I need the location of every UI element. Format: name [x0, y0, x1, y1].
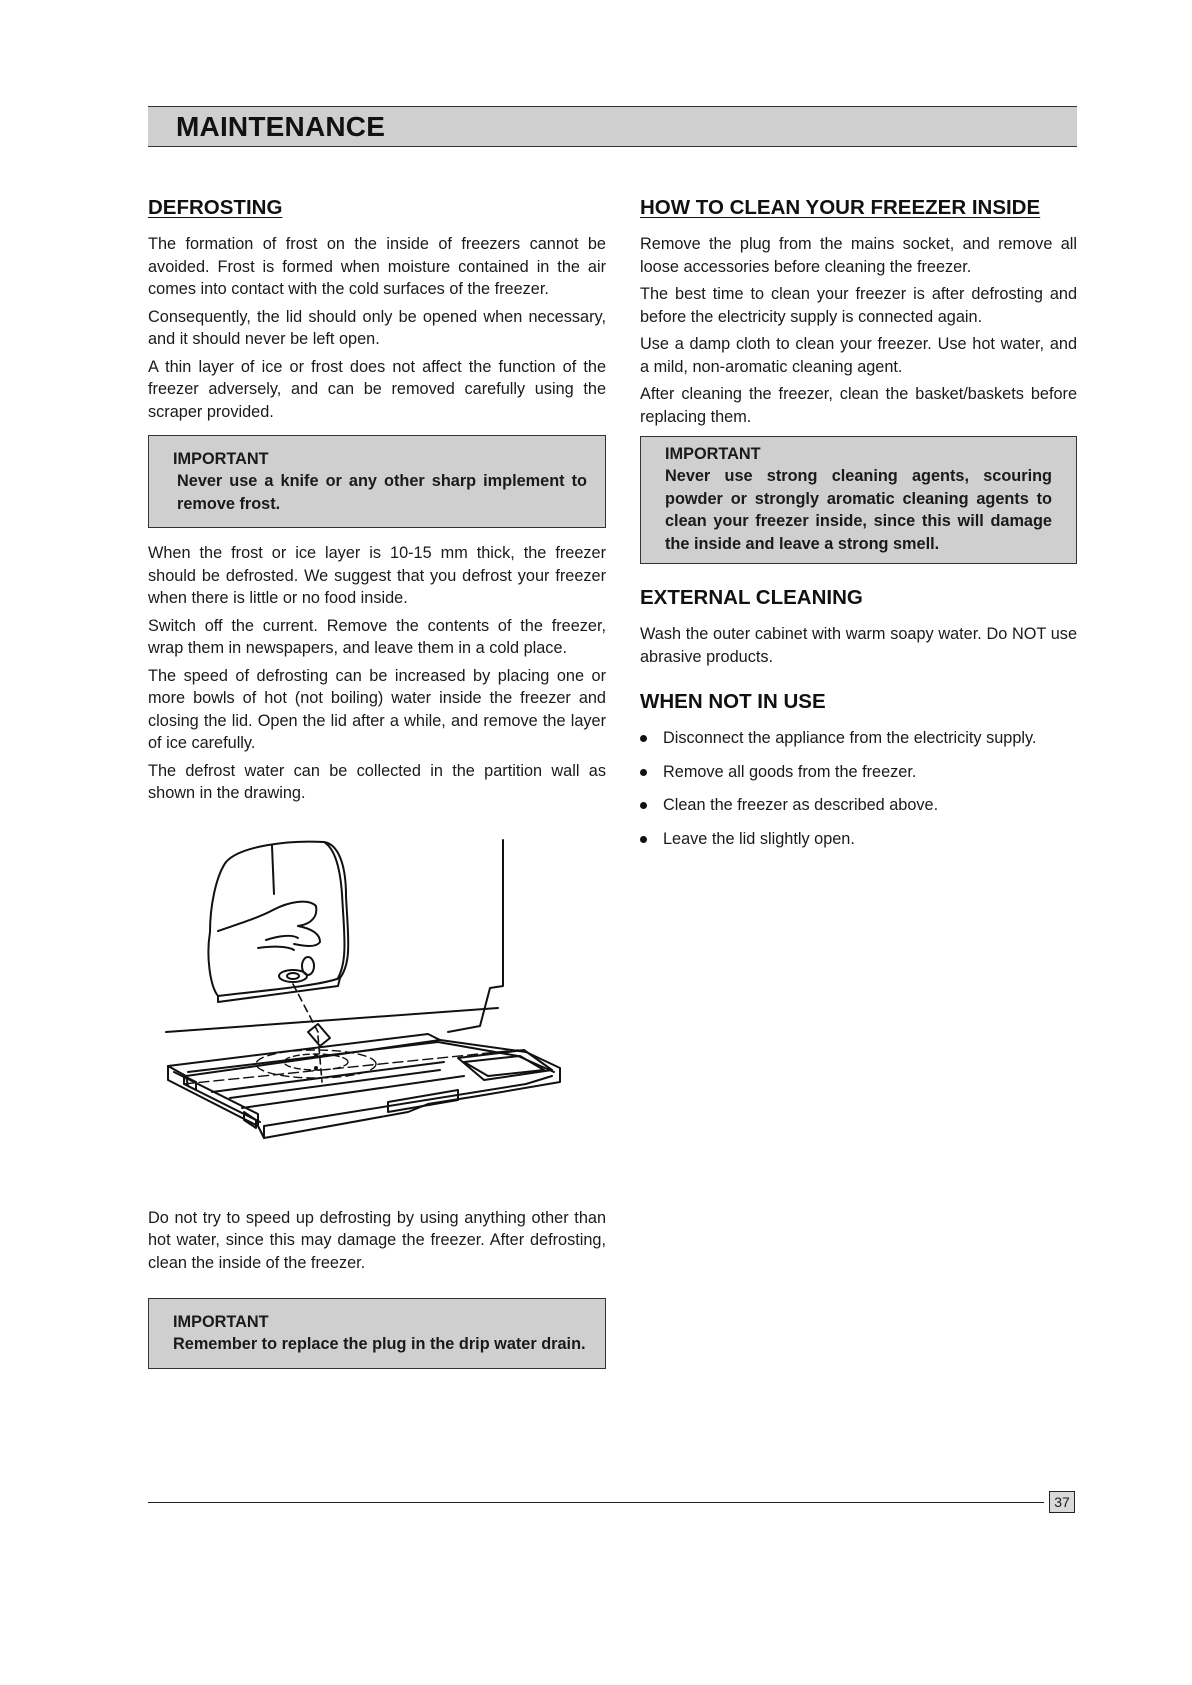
right-column — [640, 196, 1077, 861]
important-label: IMPORTANT — [665, 445, 761, 463]
defrosting-paragraph-5: Switch off the current. Remove the contents of the freezer, wrap them in newspapers, and leave them in a cold place. — [148, 616, 606, 657]
page-number: 37 — [1049, 1491, 1075, 1513]
defrosting-paragraph-7: The defrost water can be collected in the partition wall as shown in the drawing. — [148, 761, 606, 802]
external-cleaning-heading: EXTERNAL CLEANING — [640, 586, 863, 609]
bullet-icon — [640, 802, 647, 809]
defrosting-paragraph-6: The speed of defrosting can be increased by placing one or more bowls of hot (not boiling) water inside the freezer and closing the lid. Open the lid after a while, and remove the layer of ice carefully. — [148, 666, 606, 752]
bullet-icon — [640, 735, 647, 742]
list-item: Leave the lid slightly open. — [640, 828, 1077, 850]
cleaning-heading: HOW TO CLEAN YOUR FREEZER INSIDE — [640, 196, 1041, 219]
defrosting-paragraph-2: Consequently, the lid should only be opened when necessary, and it should never be left open. — [148, 307, 606, 348]
section-header-bar — [148, 106, 1077, 147]
important-text: Never use strong cleaning agents, scouring powder or strongly aromatic cleaning agents to clean your freezer inside, since this will damage the inside and leave a strong smell. — [665, 467, 1052, 553]
defrosting-paragraph-3: A thin layer of ice or frost does not affect the function of the freezer adversely, and can be removed carefully using the scraper provided. — [148, 357, 606, 421]
not-in-use-list — [640, 727, 1077, 850]
important-text: Remember to replace the plug in the drip water drain. — [173, 1335, 586, 1353]
external-cleaning-text: Wash the outer cabinet with warm soapy water. Do NOT use abrasive products. — [640, 625, 1077, 666]
cleaning-paragraph-4: After cleaning the freezer, clean the basket/baskets before replacing them. — [640, 385, 1077, 426]
page-title: MAINTENANCE — [176, 111, 386, 142]
defrosting-paragraph-8: Do not try to speed up defrosting by using anything other than hot water, since this may damage the freezer. After defrosting, clean the inside of the freezer. — [148, 1208, 606, 1272]
cleaning-paragraph-2: The best time to clean your freezer is after defrosting and before the electricity supply is connected again. — [640, 285, 1077, 326]
important-box-cleaning — [640, 436, 1077, 564]
not-in-use-heading: WHEN NOT IN USE — [640, 690, 826, 713]
footer-rule — [148, 1502, 1044, 1503]
cleaning-paragraph-1: Remove the plug from the mains socket, and remove all loose accessories before cleaning the freezer. — [640, 235, 1077, 276]
defrost-drain-illustration — [148, 836, 606, 1174]
important-label: IMPORTANT — [173, 1313, 269, 1331]
bullet-icon — [640, 769, 647, 776]
important-box-frost — [148, 435, 606, 528]
defrosting-paragraph-4: When the frost or ice layer is 10-15 mm thick, the freezer should be defrosted. We suggest that you defrost your freezer when there is little or no food inside. — [148, 544, 606, 607]
important-box-plug — [148, 1298, 606, 1369]
defrosting-heading: DEFROSTING — [148, 196, 283, 219]
cleaning-paragraph-3: Use a damp cloth to clean your freezer. Use hot water, and a mild, non-aromatic cleaning agent. — [640, 335, 1077, 376]
defrosting-paragraph-1: The formation of frost on the inside of freezers cannot be avoided. Frost is formed when moisture contained in the air comes into contact with the cold surfaces of the freezer. — [148, 235, 606, 298]
list-item: Clean the freezer as described above. — [640, 794, 1077, 816]
left-column — [148, 196, 606, 1383]
list-item: Remove all goods from the freezer. — [640, 761, 1077, 783]
list-item: Disconnect the appliance from the electricity supply. — [640, 727, 1077, 749]
important-text: Never use a knife or any other sharp implement to remove frost. — [177, 472, 587, 513]
important-label: IMPORTANT — [173, 450, 269, 468]
bullet-icon — [640, 836, 647, 843]
